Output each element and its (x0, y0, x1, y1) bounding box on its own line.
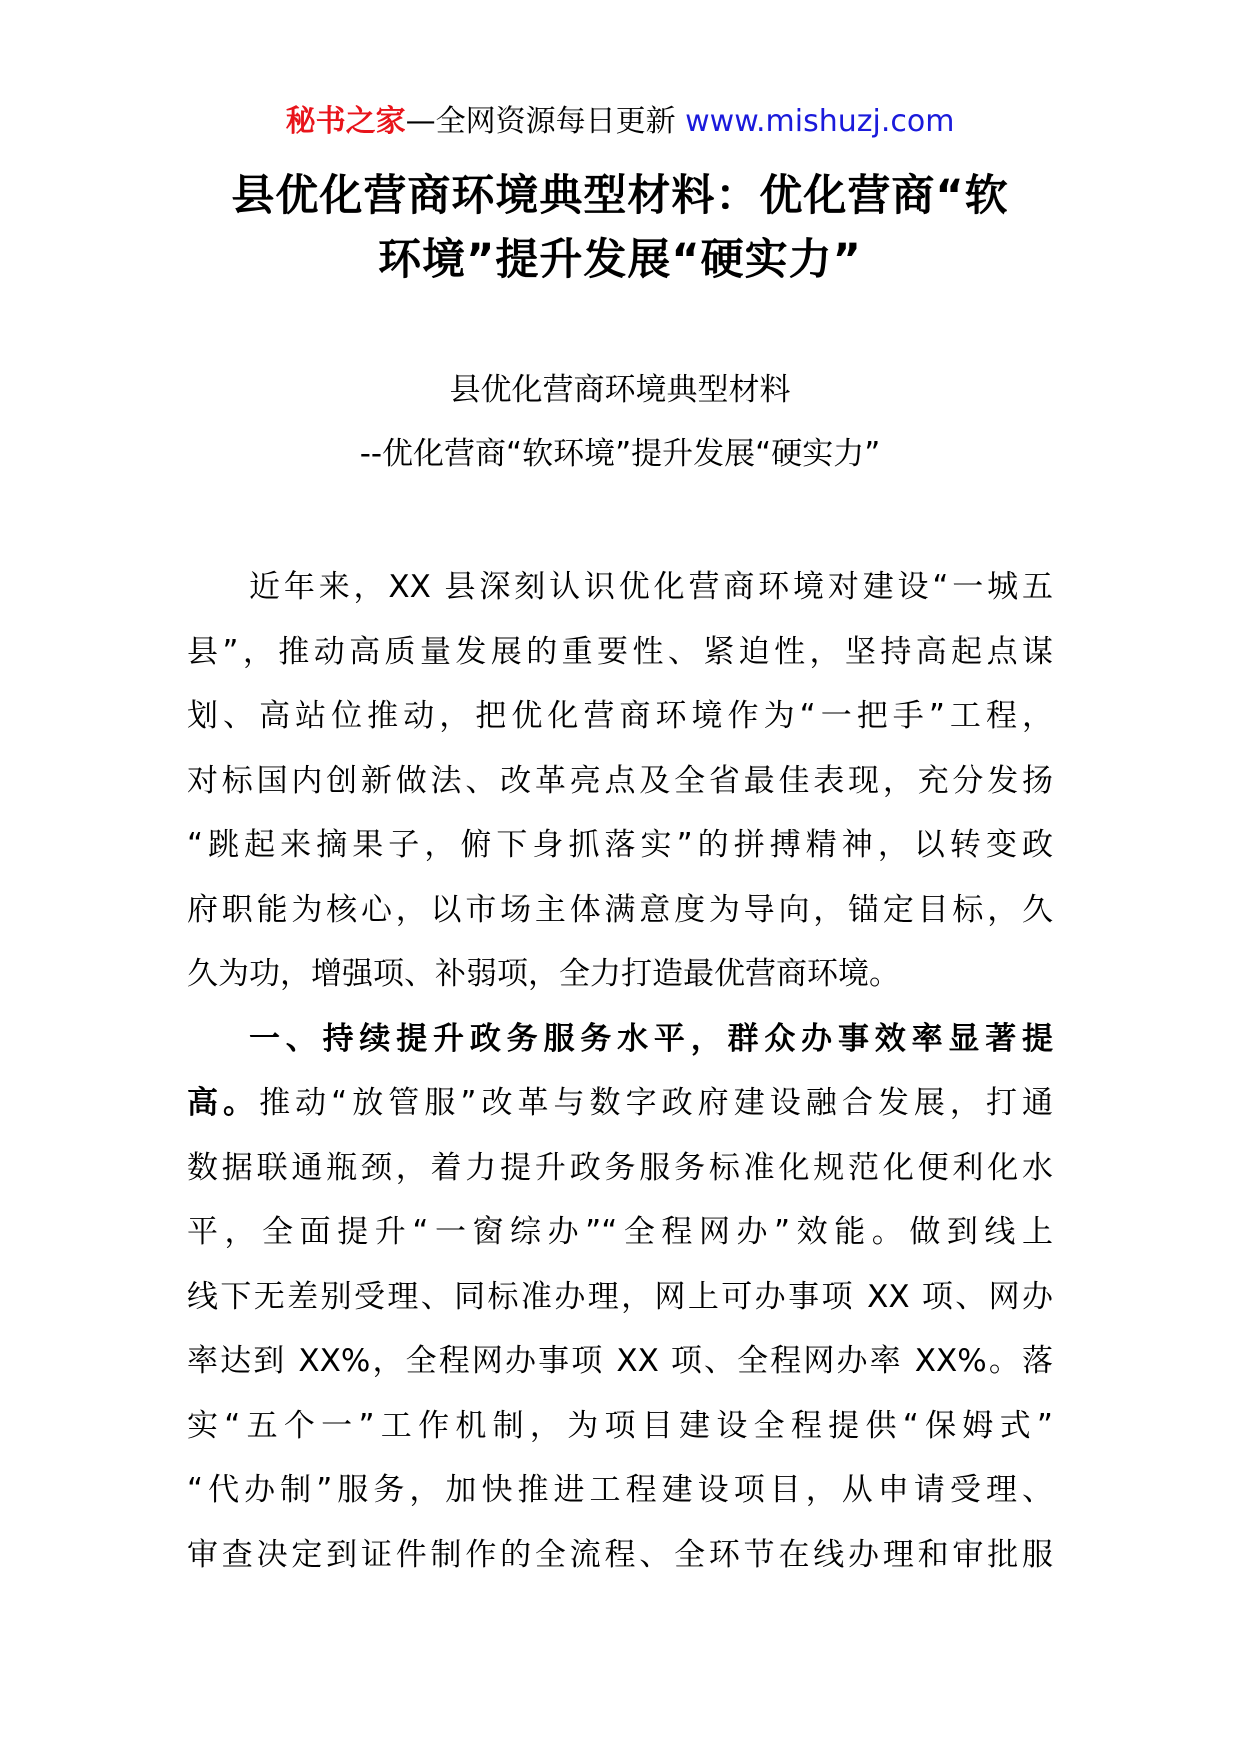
paragraph-1-line: 久为功，增强项、补弱项，全力打造最优营商环境。 (187, 956, 900, 992)
brand-name: 秘书之家 (285, 104, 406, 139)
paragraph-2-line: 平，全面提升“一窗综办”“全程网办”效能。做到线上 (187, 1214, 1053, 1250)
section-heading-1-tail: 高。 (187, 1085, 260, 1121)
paragraph-2-line: “代办制”服务，加快推进工程建设项目，从申请受理、 (187, 1472, 1053, 1508)
site-url-link[interactable]: www.mishuzj.com (685, 104, 955, 139)
paragraph-2-first-line (187, 1071, 1053, 1136)
paragraph-2-line: 实“五个一”工作机制，为项目建设全程提供“保姆式” (187, 1407, 1053, 1444)
paragraph-1-line: 近年来，XX 县深刻认识优化营商环境对建设“一城五 (249, 569, 1053, 605)
document-title (190, 164, 1050, 292)
document-subtitle (190, 358, 1050, 486)
subtitle-line-2: --优化营商“软环境”提升发展“硬实力” (359, 436, 881, 472)
subtitle-line-1: 县优化营商环境典型材料 (449, 372, 791, 408)
paragraph-1-line: 对标国内创新做法、改革亮点及全省最佳表现，充分发扬 (187, 762, 1053, 799)
title-line-2: 环境”提升发展“硬实力” (378, 235, 862, 285)
paragraph-2-line: 线下无差别受理、同标准办理，网上可办事项 XX 项、网办 (187, 1278, 1053, 1315)
paragraph-2-line: 率达到 XX%，全程网办事项 XX 项、全程网办率 XX%。落 (187, 1343, 1053, 1379)
title-line-1: 县优化营商环境典型材料：优化营商“软 (231, 171, 1009, 221)
site-header (0, 100, 1240, 144)
header-tagline: —全网资源每日更新 (405, 104, 686, 139)
paragraph-1-line: 划、高站位推动，把优化营商环境作为“一把手”工程， (187, 698, 1053, 734)
paragraph-2-line: 数据联通瓶颈，着力提升政务服务标准化规范化便利化水 (187, 1149, 1053, 1186)
section-heading-1: 一、持续提升政务服务水平，群众办事效率显著提 (249, 1020, 1053, 1057)
paragraph-1-line: 府职能为核心，以市场主体满意度为导向，锚定目标，久 (187, 891, 1053, 928)
paragraph-2-first-line-text: 推动“放管服”改革与数字政府建设融合发展，打通 (259, 1085, 1053, 1121)
document-body (187, 555, 1053, 1587)
paragraph-1-line: “跳起来摘果子，俯下身抓落实”的拼搏精神，以转变政 (187, 827, 1053, 863)
paragraph-2-line: 审查决定到证件制作的全流程、全环节在线办理和审批服 (187, 1536, 1053, 1573)
paragraph-1-line: 县”，推动高质量发展的重要性、紧迫性，坚持高起点谋 (187, 633, 1053, 670)
